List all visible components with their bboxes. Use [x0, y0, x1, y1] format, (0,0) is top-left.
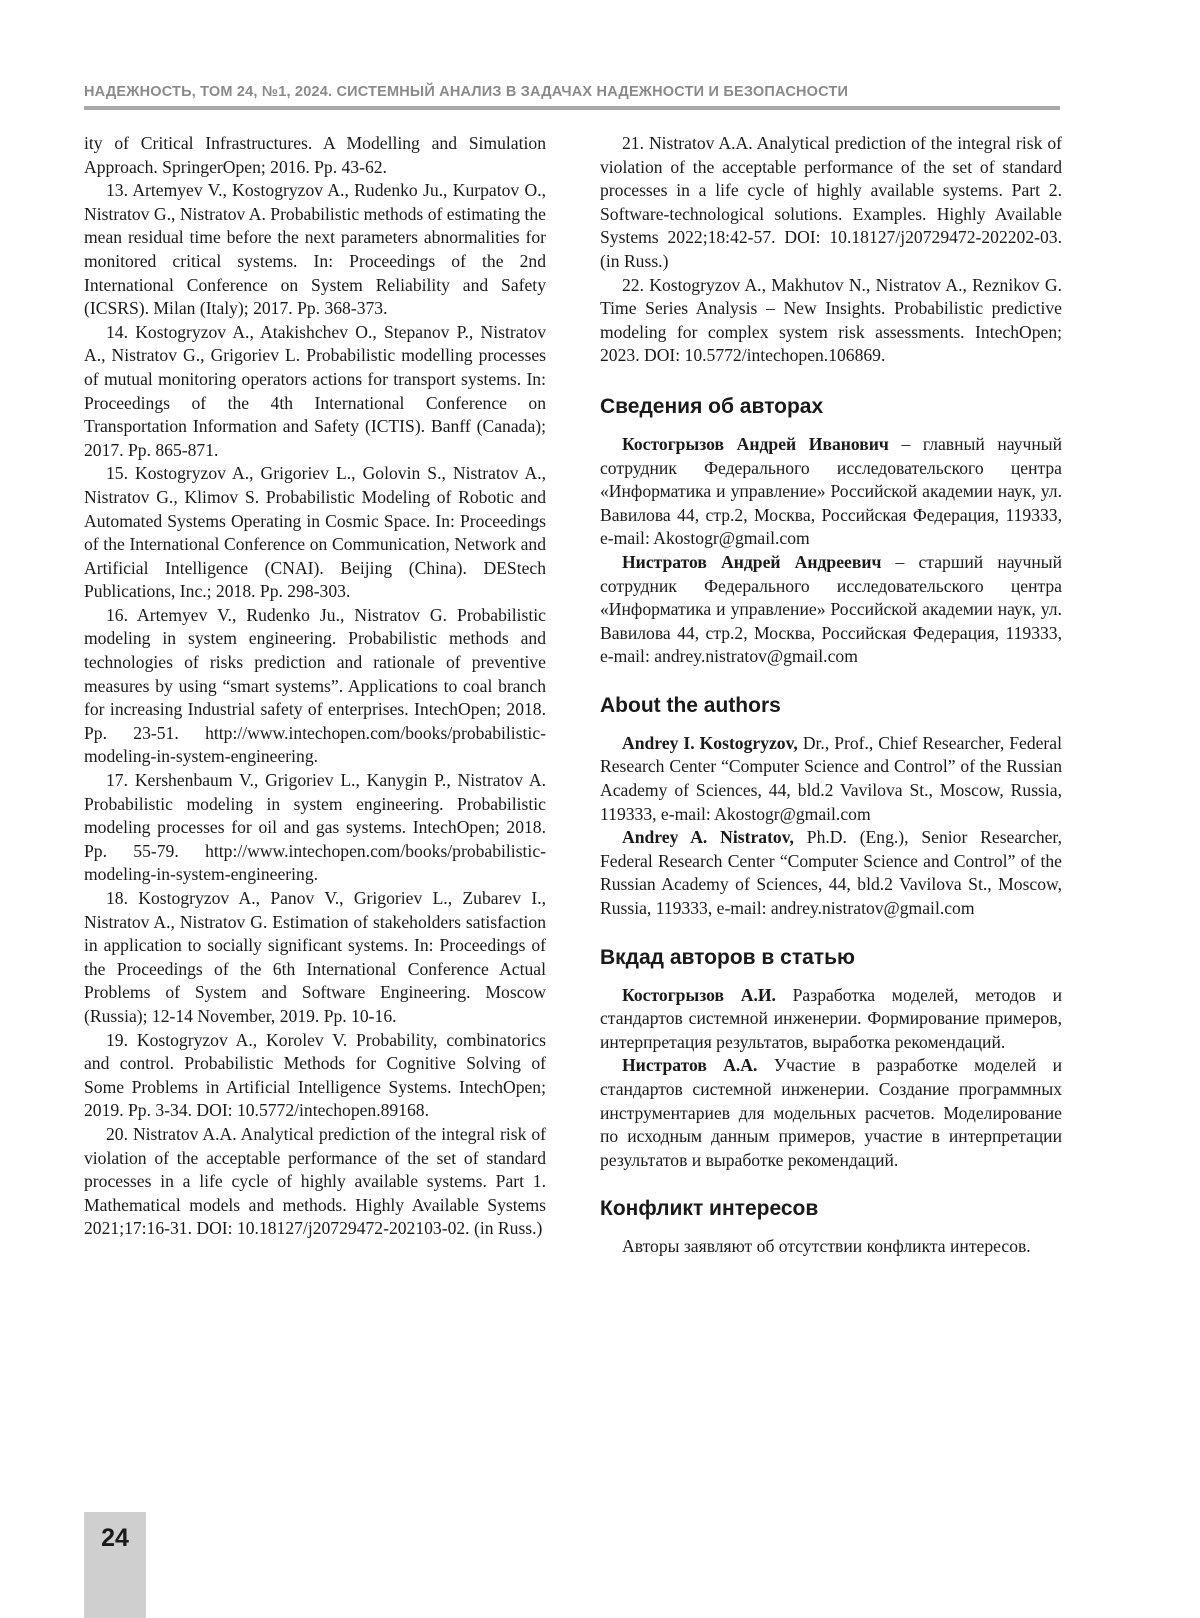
- left-column: [84, 132, 546, 1241]
- reference-item: 21. Nistratov A.A. Analytical prediction of the integral risk of violation of the acceptable performance of the set of standard processes in a life cycle of highly available systems. Part 2. Software-technological solutions. Examples. Highly Available Systems 2022;18:42-57. DOI: 10.18127/j20729472-202202-03. (in Russ.): [600, 133, 1062, 271]
- conflict-heading: Конфликт интересов: [600, 1197, 819, 1221]
- author-name: Andrey I. Kostogryzov,: [622, 732, 798, 753]
- reference-item: 20. Nistratov A.A. Analytical prediction of the integral risk of violation of the acceptable performance of the set of standard processes in a life cycle of highly available systems. Part 1. Mathematical models and methods. Highly Available Systems 2021;17:16-31. DOI: 10.18127/j20729472-202103-02. (in Russ.): [84, 1123, 546, 1239]
- right-column: [600, 132, 1062, 1259]
- contribution-2: [600, 1054, 1062, 1172]
- header-rule: [84, 106, 1060, 110]
- author-name: Костогрызов Андрей Иванович: [622, 433, 889, 454]
- reference-item: 16. Artemyev V., Rudenko Ju., Nistratov G. Probabilistic modeling in system engineering. Probabilistic methods and technologies of risks prediction and rationale of preventive measures by using “smart systems”. Applications to coal branch for increasing Industrial safety of enterprises. IntechOpen; 2018. Pp. 23-51. http://www.intechopen.com/books/probabilistic-modeling-in-system-engineering.: [84, 604, 546, 767]
- author-ru-1: [600, 433, 1062, 551]
- author-name: Нистратов А.А.: [622, 1055, 758, 1076]
- author-details: – старший научный сотрудник Федерального исследовательского центра «Информатика и управление» Российской академии наук, ул. Вавилова 44, стр.2, Москва, Российская Федерация, 119333, e-mail: andrey.nistratov@gmail.com: [600, 551, 1062, 667]
- reference-item: 14. Kostogryzov A., Atakishchev O., Stepanov P., Nistratov A., Nistratov G., Grigoriev L. Probabilistic modelling processes of mutual monitoring operators actions for transport systems. In: Proceedings of the 4th International Conference on Transportation Information and Safety (ICTIS). Banff (Canada); 2017. Pp. 865-871.: [84, 321, 546, 460]
- author-en-1: [600, 732, 1062, 826]
- reference-item: 22. Kostogryzov A., Makhutov N., Nistratov A., Reznikov G. Time Series Analysis – New Insights. Probabilistic predictive modeling for complex system risk assessments. IntechOpen; 2023. DOI: 10.5772/intechopen.106869.: [600, 274, 1062, 366]
- author-name: Andrey A. Nistratov,: [622, 827, 794, 848]
- authors-en-heading: About the authors: [600, 693, 781, 717]
- contribution-heading: Вкдад авторов в статью: [600, 945, 855, 969]
- reference-item: 17. Kershenbaum V., Grigoriev L., Kanygin P., Nistratov A. Probabilistic modeling in system engineering. Probabilistic modeling processes for oil and gas systems. IntechOpen; 2018. Pp. 55-79. http://www.intechopen.com/books/probabilistic-modeling-in-system-engineering.: [84, 770, 546, 885]
- reference-item: 19. Kostogryzov A., Korolev V. Probability, combinatorics and control. Probabilistic Methods for Cognitive Solving of Some Problems in Artificial Intelligence Systems. IntechOpen; 2019. Pp. 3-34. DOI: 10.5772/intechopen.89168.: [84, 1029, 546, 1121]
- contribution-text: Участие в разработке моделей и стандартов системной инженерии. Создание программных инструментариев для модельных расчетов. Моделирование по исходным данным примеров, участие в интерпретации результатов и выработке рекомендаций.: [600, 1055, 1062, 1170]
- contribution-1: [600, 984, 1062, 1055]
- author-en-2: [600, 826, 1062, 920]
- reference-item: 18. Kostogryzov A., Panov V., Grigoriev L., Zubarev I., Nistratov A., Nistratov G. Estimation of stakeholders satisfaction in application to socially significant systems. In: Proceedings of the Proceedings of the 6th International Conference Actual Problems of System and Software Engineering. Moscow (Russia); 12-14 November, 2019. Pp. 10-16.: [84, 888, 546, 1026]
- reference-item: 15. Kostogryzov A., Grigoriev L., Golovin S., Nistratov A., Nistratov G., Klimov S. Probabilistic Modeling of Robotic and Automated Systems Operating in Cosmic Space. In: Proceedings of the International Conference on Communication, Network and Artificial Intelligence (CNAI). Beijing (China). DEStech Publications, Inc.; 2018. Pp. 298-303.: [84, 463, 546, 602]
- author-name: Нистратов Андрей Андреевич: [622, 551, 882, 572]
- author-ru-2: [600, 551, 1062, 669]
- contribution-text: Разработка моделей, методов и стандартов системной инженерии. Формирование примеров, интерпретация результатов, выработка рекомендаций.: [600, 984, 1062, 1052]
- running-header: НАДЕЖНОСТЬ, ТОМ 24, №1, 2024. СИСТЕМНЫЙ АНАЛИЗ В ЗАДАЧАХ НАДЕЖНОСТИ И БЕЗОПАСНОСТИ: [84, 84, 849, 100]
- author-details: Dr., Prof., Chief Researcher, Federal Research Center “Computer Science and Control” of the Russian Academy of Sciences, 44, bld.2 Vavilova St., Moscow, Russia, 119333, e-mail: Akostogr@gmail.com: [600, 732, 1062, 824]
- author-details: Ph.D. (Eng.), Senior Researcher, Federal Research Center “Computer Science and Control” of the Russian Academy of Sciences, 44, bld.2 Vavilova St., Moscow, Russia, 119333, e-mail: andrey.nistratov@gmail.com: [600, 827, 1062, 919]
- reference-item: 13. Artemyev V., Kostogryzov A., Rudenko Ju., Kurpatov O., Nistratov G., Nistratov A. Probabilistic methods of estimating the mean residual time before the next parameters abnormalities for monitored critical systems. In: Proceedings of the 2nd International Conference on System Reliability and Safety (ICSRS). Milan (Italy); 2017. Pp. 368-373.: [84, 180, 546, 319]
- author-name: Костогрызов А.И.: [622, 984, 776, 1005]
- author-details: – главный научный сотрудник Федерального исследовательского центра «Информатика и управление» Российской академии наук, ул. Вавилова 44, стр.2, Москва, Российская Федерация, 119333, e-mail: Akostogr@gmail.com: [600, 433, 1062, 549]
- conflict-text: Авторы заявляют об отсутствии конфликта интересов.: [622, 1236, 1031, 1257]
- authors-ru-heading: Сведения об авторах: [600, 394, 824, 418]
- reference-item: ity of Critical Infrastructures. A Modelling and Simulation Approach. SpringerOpen; 2016. Pp. 43-62.: [84, 133, 546, 177]
- page-number: 24: [101, 1524, 129, 1552]
- page-number-tab: [84, 1512, 146, 1618]
